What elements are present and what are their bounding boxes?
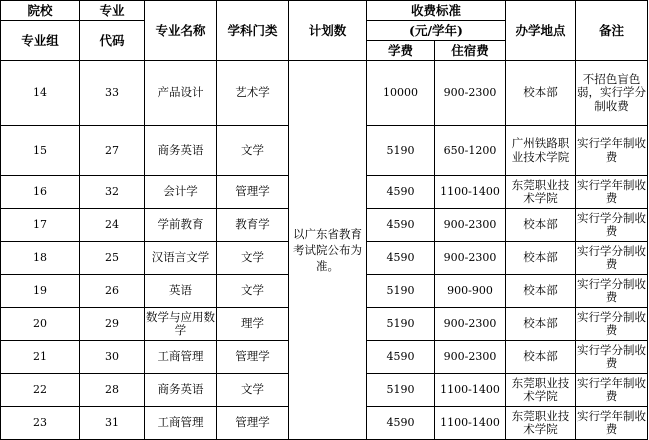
cell-major-code: 24 (80, 209, 145, 242)
cell-tuition: 5190 (367, 126, 435, 176)
header-plan-count: 计划数 (289, 1, 367, 61)
header-location: 办学地点 (506, 1, 576, 61)
cell-major-code: 33 (80, 61, 145, 126)
cell-major-name: 商务英语 (145, 126, 217, 176)
cell-tuition: 5190 (367, 275, 435, 308)
cell-discipline: 文学 (217, 275, 289, 308)
cell-location: 校本部 (506, 242, 576, 275)
cell-discipline: 管理学 (217, 176, 289, 209)
cell-dorm: 650-1200 (435, 126, 506, 176)
cell-dorm: 1100-1400 (435, 407, 506, 440)
cell-dorm: 900-2300 (435, 209, 506, 242)
cell-school-group: 23 (1, 407, 80, 440)
cell-tuition: 4590 (367, 176, 435, 209)
cell-location: 校本部 (506, 61, 576, 126)
cell-dorm: 1100-1400 (435, 176, 506, 209)
cell-major-name: 英语 (145, 275, 217, 308)
header-fee-unit: (元/学年) (367, 21, 506, 41)
cell-tuition: 4590 (367, 209, 435, 242)
cell-major-code: 27 (80, 126, 145, 176)
header-school-group-line1: 院校 (1, 1, 80, 21)
cell-major-name: 商务英语 (145, 374, 217, 407)
header-dorm: 住宿费 (435, 41, 506, 61)
cell-location: 校本部 (506, 275, 576, 308)
cell-remark: 实行学年制收费 (576, 374, 648, 407)
header-fee-standard: 收费标准 (367, 1, 506, 21)
cell-location: 东莞职业技术学院 (506, 374, 576, 407)
cell-discipline: 文学 (217, 374, 289, 407)
cell-major-name: 学前教育 (145, 209, 217, 242)
cell-school-group: 20 (1, 308, 80, 341)
cell-major-code: 28 (80, 374, 145, 407)
cell-tuition: 4590 (367, 407, 435, 440)
header-remarks: 备注 (576, 1, 648, 61)
cell-tuition: 10000 (367, 61, 435, 126)
cell-major-code: 29 (80, 308, 145, 341)
cell-discipline: 教育学 (217, 209, 289, 242)
cell-tuition: 4590 (367, 242, 435, 275)
cell-school-group: 21 (1, 341, 80, 374)
cell-major-name: 会计学 (145, 176, 217, 209)
cell-discipline: 管理学 (217, 341, 289, 374)
cell-major-name: 数学与应用数学 (145, 308, 217, 341)
cell-dorm: 900-900 (435, 275, 506, 308)
header-major-code-line2: 代码 (80, 21, 145, 61)
cell-discipline: 理学 (217, 308, 289, 341)
cell-major-code: 31 (80, 407, 145, 440)
cell-discipline: 艺术学 (217, 61, 289, 126)
cell-major-name: 工商管理 (145, 341, 217, 374)
cell-location: 校本部 (506, 341, 576, 374)
cell-major-code: 32 (80, 176, 145, 209)
cell-location: 东莞职业技术学院 (506, 176, 576, 209)
cell-remark: 实行学年制收费 (576, 407, 648, 440)
cell-major-name: 产品设计 (145, 61, 217, 126)
cell-location: 东莞职业技术学院 (506, 407, 576, 440)
cell-major-code: 25 (80, 242, 145, 275)
cell-discipline: 文学 (217, 126, 289, 176)
cell-major-code: 26 (80, 275, 145, 308)
header-major-code-line1: 专业 (80, 1, 145, 21)
cell-school-group: 19 (1, 275, 80, 308)
cell-discipline: 管理学 (217, 407, 289, 440)
cell-location: 校本部 (506, 308, 576, 341)
cell-school-group: 22 (1, 374, 80, 407)
cell-major-name: 工商管理 (145, 407, 217, 440)
cell-remark: 不招色盲色弱，实行学分制收费 (576, 61, 648, 126)
table-row (1, 61, 648, 126)
cell-remark: 实行学分制收费 (576, 275, 648, 308)
cell-school-group: 15 (1, 126, 80, 176)
cell-location: 广州铁路职业技术学院 (506, 126, 576, 176)
cell-school-group: 18 (1, 242, 80, 275)
cell-dorm: 900-2300 (435, 341, 506, 374)
cell-remark: 实行学分制收费 (576, 242, 648, 275)
cell-school-group: 16 (1, 176, 80, 209)
cell-school-group: 17 (1, 209, 80, 242)
header-discipline: 学科门类 (217, 1, 289, 61)
cell-remark: 实行学年制收费 (576, 176, 648, 209)
cell-plan-count: 以广东省教育考试院公布为准。 (289, 61, 367, 440)
cell-major-code: 30 (80, 341, 145, 374)
header-major-name: 专业名称 (145, 1, 217, 61)
cell-dorm: 900-2300 (435, 242, 506, 275)
cell-tuition: 4590 (367, 341, 435, 374)
cell-school-group: 14 (1, 61, 80, 126)
cell-remark: 实行学分制收费 (576, 209, 648, 242)
cell-tuition: 5190 (367, 374, 435, 407)
header-tuition: 学费 (367, 41, 435, 61)
cell-remark: 实行学分制收费 (576, 308, 648, 341)
cell-discipline: 文学 (217, 242, 289, 275)
header-school-group-line2: 专业组 (1, 21, 80, 61)
cell-tuition: 5190 (367, 308, 435, 341)
cell-dorm: 1100-1400 (435, 374, 506, 407)
cell-location: 校本部 (506, 209, 576, 242)
cell-major-name: 汉语言文学 (145, 242, 217, 275)
cell-remark: 实行学分制收费 (576, 341, 648, 374)
cell-dorm: 900-2300 (435, 61, 506, 126)
cell-dorm: 900-2300 (435, 308, 506, 341)
cell-remark: 实行学年制收费 (576, 126, 648, 176)
